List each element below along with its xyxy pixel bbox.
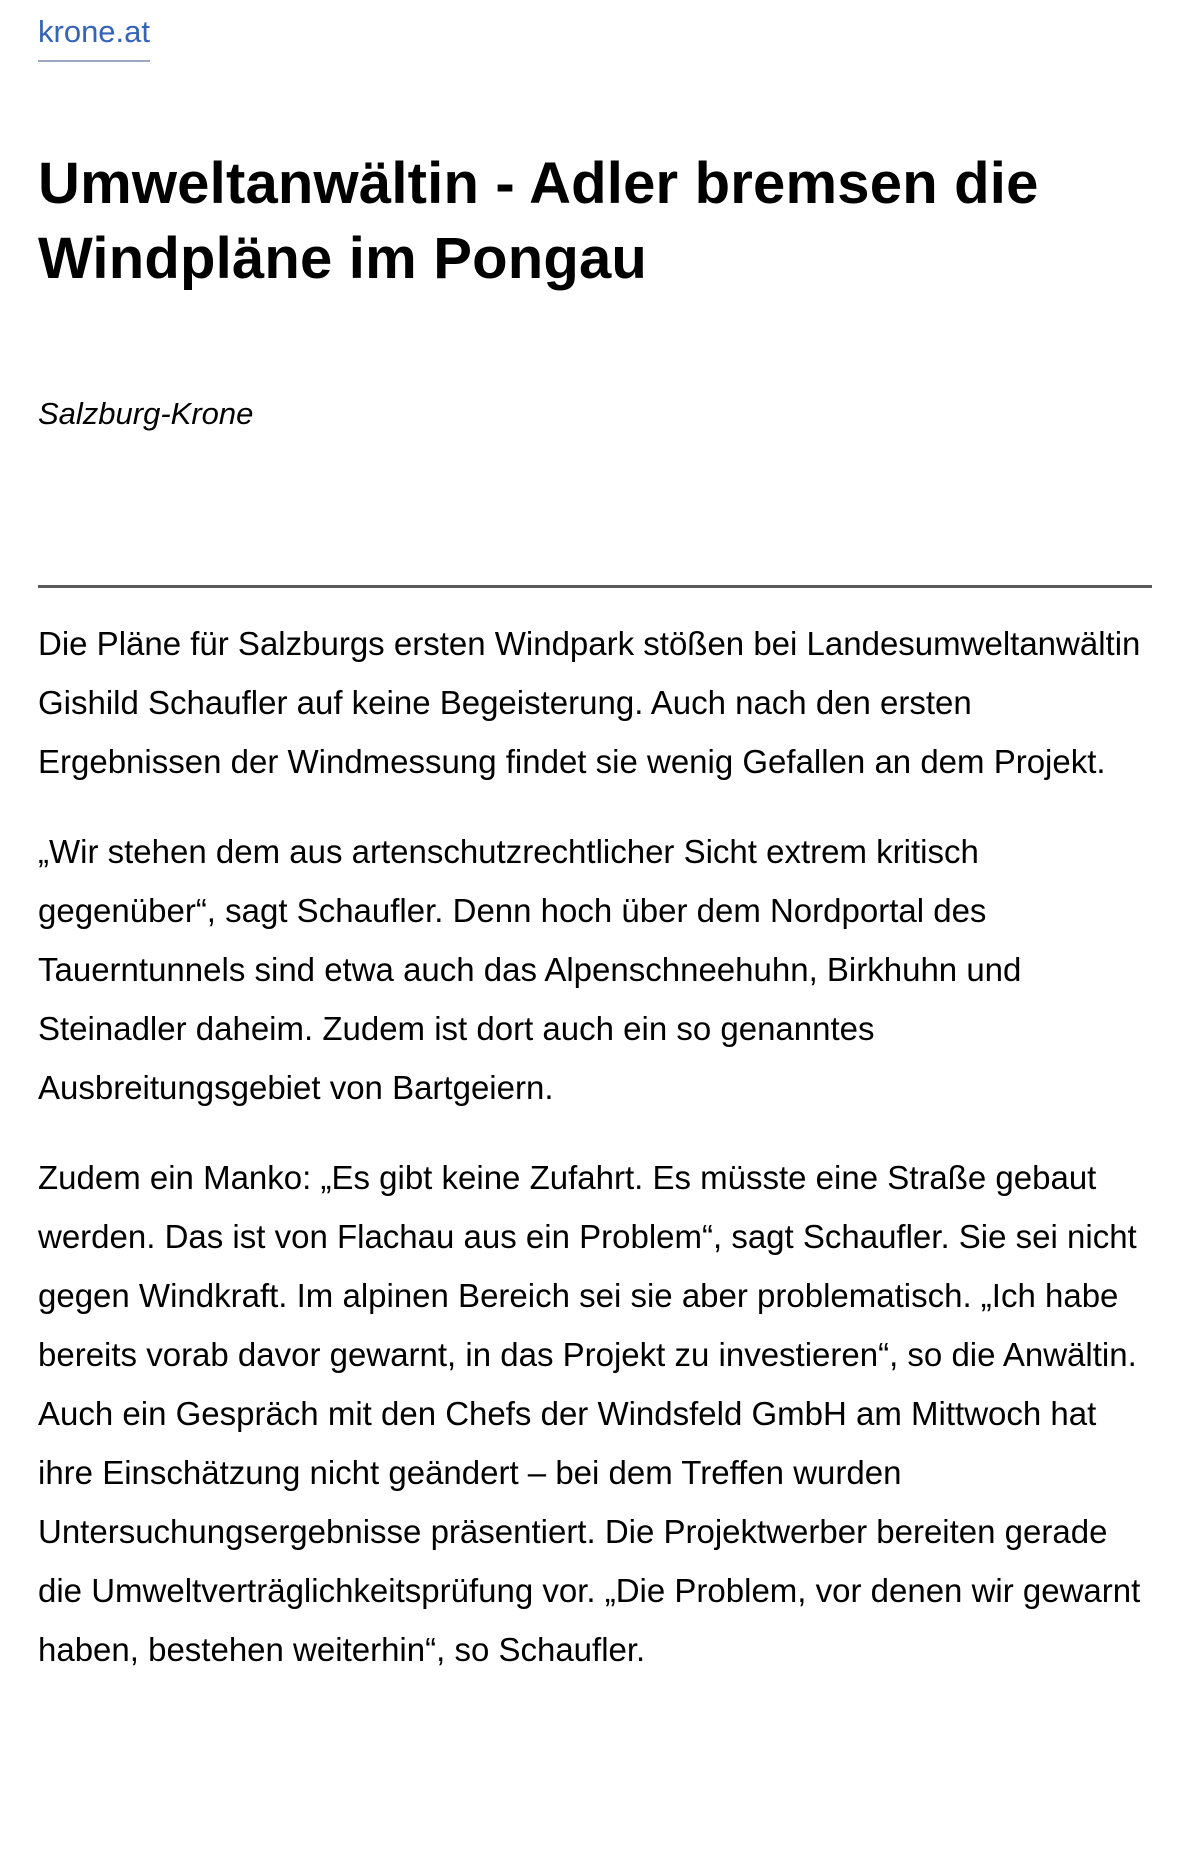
article-paragraph: „Wir stehen dem aus artenschutzrechtlicher Sicht extrem kritisch gegenüber“, sagt Schaufler. Denn hoch über dem Nordportal des Tauerntunnels sind etwa auch das Alpenschneehuhn, Birkhuhn und Steinadler daheim. Zudem ist dort auch ein so genanntes Ausbreitungsgebiet von Bartgeiern. xyxy=(38,833,1022,1106)
article-headline: Umweltanwältin - Adler bremsen die Windpläne im Pongau xyxy=(38,151,1039,291)
article-paragraph: Die Pläne für Salzburgs ersten Windpark stößen bei Landesumweltanwältin Gishild Schaufler auf keine Begeisterung. Auch nach den ersten Ergebnissen der Windmessung findet sie wenig Gefallen an dem Projekt. xyxy=(38,625,1141,780)
site-link[interactable]: krone.at xyxy=(38,12,150,62)
article-byline: Salzburg-Krone xyxy=(38,396,254,431)
article-body xyxy=(38,614,1152,1679)
article-paragraph: Zudem ein Manko: „Es gibt keine Zufahrt. Es müsste eine Straße gebaut werden. Das ist von Flachau aus ein Problem“, sagt Schaufler. Sie sei nicht gegen Windkraft. Im alpinen Bereich sei sie aber problematisch. „Ich habe bereits vorab davor gewarnt, in das Projekt zu investieren“, so die Anwältin. Auch ein Gespräch mit den Chefs der Windsfeld GmbH am Mittwoch hat ihre Einschätzung nicht geändert – bei dem Treffen wurden Untersuchungsergebnisse präsentiert. Die Projektwerber bereiten gerade die Umweltverträglichkeitsprüfung vor. „Die Problem, vor denen wir gewarnt haben, bestehen weiterhin“, so Schaufler. xyxy=(38,1159,1141,1668)
header-divider xyxy=(38,585,1152,588)
